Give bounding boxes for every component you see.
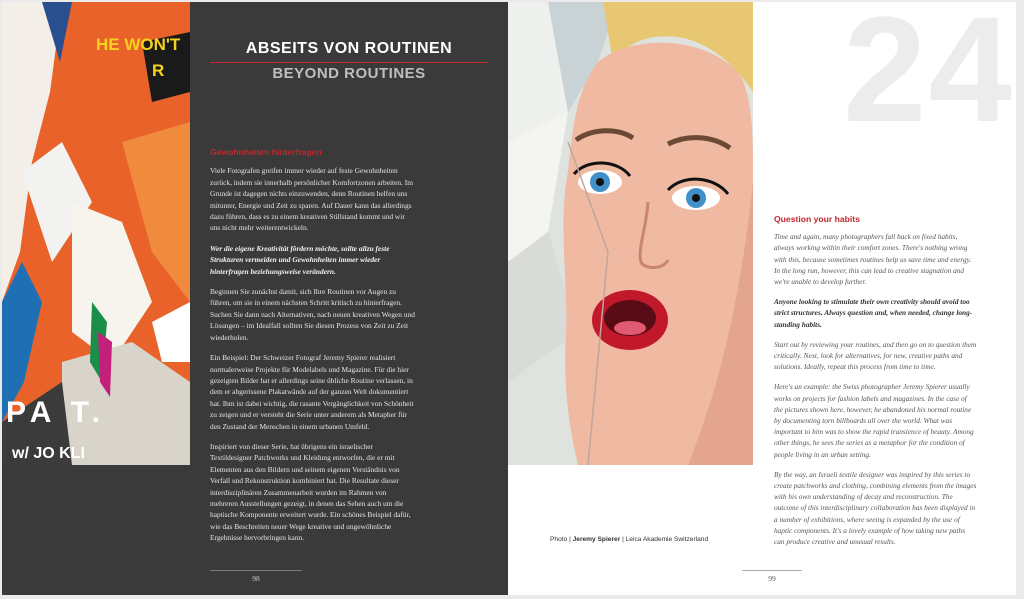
credit-suffix: | Leica Akademie Switzerland	[620, 536, 709, 543]
poster-word-bottom: PA T.	[6, 396, 107, 429]
page-number-right: 99	[742, 570, 802, 583]
torn-billboard-face-photo	[508, 2, 753, 465]
english-article	[774, 214, 977, 556]
section-number: 24	[843, 2, 1014, 153]
english-heading: Question your habits	[774, 214, 860, 224]
credit-prefix: Photo |	[550, 536, 573, 543]
poster-word-top: HE WON'T	[96, 35, 181, 54]
photo-credit	[550, 536, 708, 543]
page-number-left: 98	[210, 570, 302, 583]
left-page	[2, 2, 508, 595]
german-paragraph-3: Ein Beispiel: Der Schweizer Fotograf Jeremy Spierer realisiert normalerweise Projekte für Modelabels und Magazine. Für die hier gezeigten Bilder hat er allerdings seine übliche Routine verlassen, in dem er abgerissene Plakatwände auf der ganzen Welt dokumentiert hat. Ihm ist dabei wichtig, die rasante Vergänglichkeit von Schönheit zu zeigen und er versteht die Serie unter anderem als Metapher für den Zustand der Menschen in einem urbanen Umfeld.	[210, 353, 414, 431]
english-paragraph-2: Start out by reviewing your routines, and then go on to question them critically. Next, look for alternatives, for new, creative paths and solutions. Ideally, repeat this process from time to time.	[774, 339, 977, 372]
english-paragraph-4: By the way, an Israeli textile designer was inspired by this series to create patchworks and clothing, combining elements from the images with his own understanding of decay and reconstruction. The outcome of this interdisciplinary collaboration has been displayed in a number of exhibitions, where seeing is expanded by the use of haptic components. It's a lovely example of how taking new paths can produce creative and unusual results.	[774, 469, 977, 547]
english-paragraph-1: Time and again, many photographers fall back on fixed habits, always working within their comfort zones. There's nothing wrong with this, because sometimes routines help us save time and energy. In the long run, however, this can lead to creative stagnation and we're unable to develop further.	[774, 232, 972, 287]
face-poster-image	[508, 2, 753, 465]
title-block	[190, 2, 508, 122]
title-divider	[210, 62, 488, 63]
title-english: BEYOND ROUTINES	[272, 65, 426, 82]
english-paragraph-3: Here's an example: the Swiss photographer Jeremy Spierer usually works on projects for fashion labels and magazines. In the case of the pictures shown here, however, he abandoned his normal routine by documenting torn billboards all over the world. What was important to him was to show the rapid transience of beauty. Among other things, he sees the series as a metaphor for the condition of people living in an urban setting.	[774, 382, 974, 459]
poster-word-bottom2: w/ JO KLI	[12, 445, 85, 462]
torn-poster-photo	[2, 2, 190, 465]
right-page	[508, 2, 1016, 595]
poster-word-top2: R	[152, 61, 165, 80]
title-german: ABSEITS VON ROUTINEN	[245, 40, 453, 57]
german-article	[210, 147, 416, 553]
poster-collage-image	[2, 2, 190, 465]
german-heading: Gewohnheiten hinterfragen	[210, 147, 322, 157]
credit-name: Jeremy Spierer	[572, 536, 621, 543]
german-paragraph-2: Beginnen Sie zunächst damit, sich Ihre Routinen vor Augen zu führen, um sie in einem nächsten Schritt kritisch zu hinterfragen. Suchen Sie dann nach Alternativen, nach neuen kreativen Wegen und Lösungen – im Idealfall sollten Sie diesen Prozess von Zeit zu Zeit wiederholen.	[210, 287, 415, 342]
german-paragraph-1: Viele Fotografen greifen immer wieder auf feste Gewohnheiten zurück, indem sie innerhalb persönlicher Komfortzonen arbeiten. Im Grunde ist dagegen nichts einzuwenden, denn Routinen helfen uns mitunter, Energie und Zeit zu sparen. Auf Dauer kann das allerdings dazu führen, dass es zu einem kreativen Stillstand kommt und wir uns nicht mehr weiterentwickeln.	[210, 166, 413, 233]
german-emphasis: Wer die eigene Kreativität fördern möchte, sollte allzu feste Strukturen vermeiden und Gewohnheiten immer wieder hinterfragen beziehungsweise verändern.	[210, 243, 390, 276]
german-paragraph-4: Inspiriert von dieser Serie, hat übrigens ein israelischer Textildesigner Patchworks und Kleidung entworfen, die er mit Elementen aus den Bildern und seinem eigenen Verständnis von Verfall und Rekonstruktion kombiniert hat. Die Resultate dieser interdisziplinären Zusammenarbeit wurden im Rahmen von mehreren Ausstellungen gezeigt, in denen das Sehen auch um die haptische Komponente erweitert wurde. Ein schönes Beispiel dafür, wie das Beschreiten neuer Wege kreative und ungewöhnliche Ergebnisse hervorbringen kann.	[210, 441, 411, 543]
english-emphasis: Anyone looking to stimulate their own creativity should avoid too strict structures. Always question and, when needed, change long-standing habits.	[774, 297, 973, 329]
